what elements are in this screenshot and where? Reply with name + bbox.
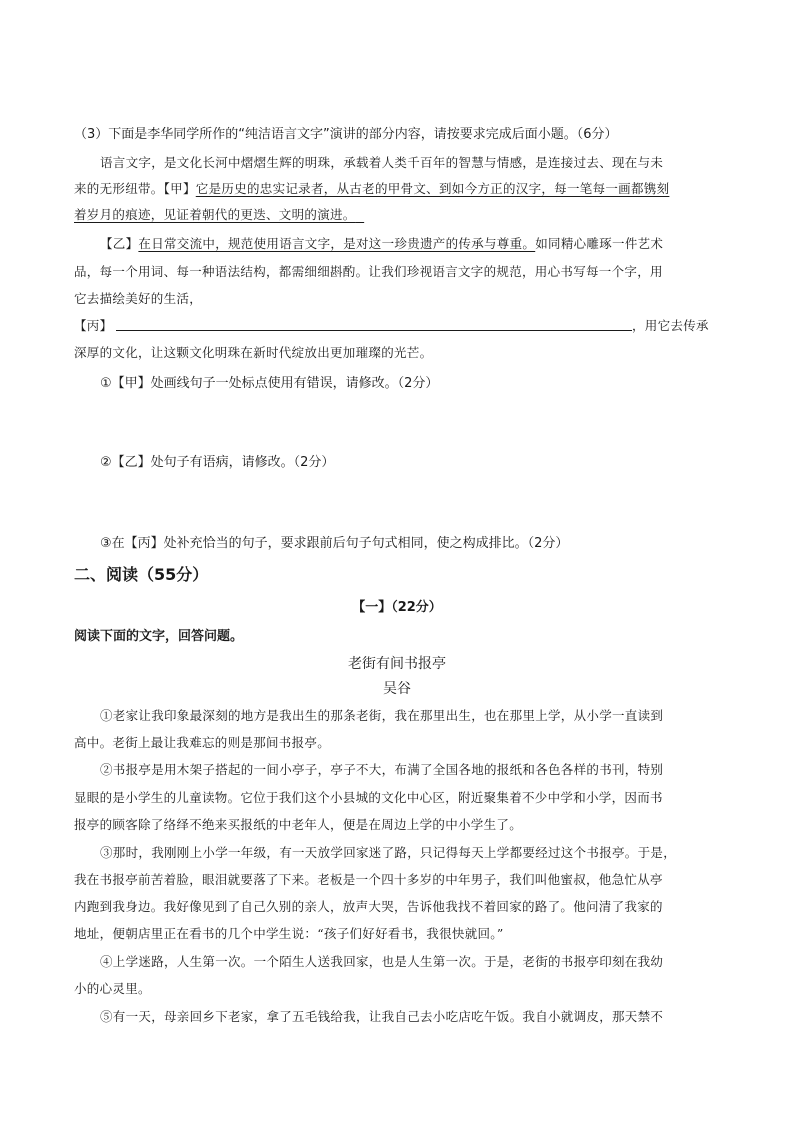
speech-para1-line1: 语言文字，是文化长河中熠熠生辉的明珠，承载着人类千百年的智慧与情感，是连接过去、现在与未 <box>100 155 664 170</box>
article-author: 吴谷 <box>383 681 411 697</box>
article-p3-line4: 地址，便朝店里正在看书的几个中学生说：“孩子们好好看书，我很快就回。” <box>74 926 504 941</box>
sub-heading: 【一】（22分） <box>352 600 442 615</box>
sub-question-3: ③在【丙】处补充恰当的句子，要求跟前后句子句式相同，使之构成排比。（2分） <box>100 536 569 551</box>
speech-para2-line1 <box>100 234 663 252</box>
speech-para1-line2 <box>74 179 669 197</box>
speech-para2-line2: 品，每一个用词、每一种语法结构，都需细细斟酌。让我们珍视语言文字的规范，用心书写每一个字，用 <box>74 264 663 279</box>
sub-question-2: ②【乙】处句子有语病，请修改。（2分） <box>100 455 335 470</box>
speech-para3-line2: 深厚的文化，让这颗文化明珠在新时代绽放出更加璀璨的光芒。 <box>74 345 433 360</box>
question-3-intro: （3）下面是李华同学所作的“纯洁语言文字”演讲的部分内容，请按要求完成后面小题。（6分） <box>74 127 618 142</box>
section-heading: 二、阅读（55分） <box>74 565 209 584</box>
article-p2-line3: 报亭的顾客除了络绎不绝来买报纸的中老年人，便是在周边上学的中小学生了。 <box>74 817 523 832</box>
speech-para2-rest: 如同精心雕琢一件艺术 <box>535 236 664 251</box>
article-p1-line2: 高中。老街上最让我难忘的则是那间书报亭。 <box>74 735 331 750</box>
jia-sentence-part2: 着岁月的痕迹，见证着朝代的更迭、文明的演进。 <box>74 207 356 222</box>
article-p2-line2: 显眼的是小学生的儿童读物。它位于我们这个小县城的文化中心区，附近聚集着不少中学和小学，因而书 <box>74 790 663 805</box>
marker-jia: 【甲】 <box>163 181 196 196</box>
speech-para1-text: 来的无形纽带。 <box>74 181 164 196</box>
bing-fill-blank[interactable] <box>116 330 632 331</box>
article-p5-line1: ⑤有一天，母亲回乡下老家，拿了五毛钱给我，让我自己去小吃店吃午饭。我自小就调皮，那天禁不 <box>100 1009 664 1024</box>
jia-sentence-part1: 它是历史的忠实记录者，从古老的甲骨文、到如今方正的汉字，每一笔每一画都镌刻 <box>195 181 670 196</box>
sub-question-1: ①【甲】处画线句子一处标点使用有错误，请修改。（2分） <box>100 376 439 391</box>
article-title: 老街有间书报亭 <box>348 656 446 672</box>
article-p4-line1: ④上学迷路，人生第一次。一个陌生人送我回家，也是人生第一次。于是，老街的书报亭印刻在我幼 <box>100 954 664 969</box>
article-p3-line3: 内跑到我身边。我好像见到了自己久别的亲人，放声大哭，告诉他我找不着回家的路了。他问清了我家的 <box>74 899 663 914</box>
reading-instruction: 阅读下面的文字，回答问题。 <box>74 629 244 644</box>
speech-para1-line3 <box>74 205 364 223</box>
article-p1-line1: ①老家让我印象最深刻的地方是我出生的那条老街，我在那里出生，也在那里上学，从小学一直读到 <box>100 708 664 723</box>
article-p2-line1: ②书报亭是用木架子搭起的一间小亭子，亭子不大，布满了全国各地的报纸和各色各样的书刊，特别 <box>100 762 664 777</box>
yi-sentence: 在日常交流中，规范使用语言文字，是对这一珍贵遗产的传承与尊重。 <box>138 236 536 251</box>
marker-yi: 【乙】 <box>100 236 139 251</box>
article-p4-line2: 小的心灵里。 <box>74 981 151 996</box>
article-p3-line1: ③那时，我刚刚上小学一年级，有一天放学回家迷了路，只记得每天上学都要经过这个书报亭。于是， <box>100 845 677 860</box>
speech-para3-rest: ，用它去传承 <box>632 318 709 333</box>
speech-para2-line3: 它去描绘美好的生活， <box>74 291 203 306</box>
marker-bing: 【丙】 <box>74 318 113 333</box>
article-p3-line2: 我在书报亭前苦着脸，眼泪就要落了下来。老板是一个四十多岁的中年男子，我们叫他蜜叔，他急忙从亭 <box>74 872 663 887</box>
